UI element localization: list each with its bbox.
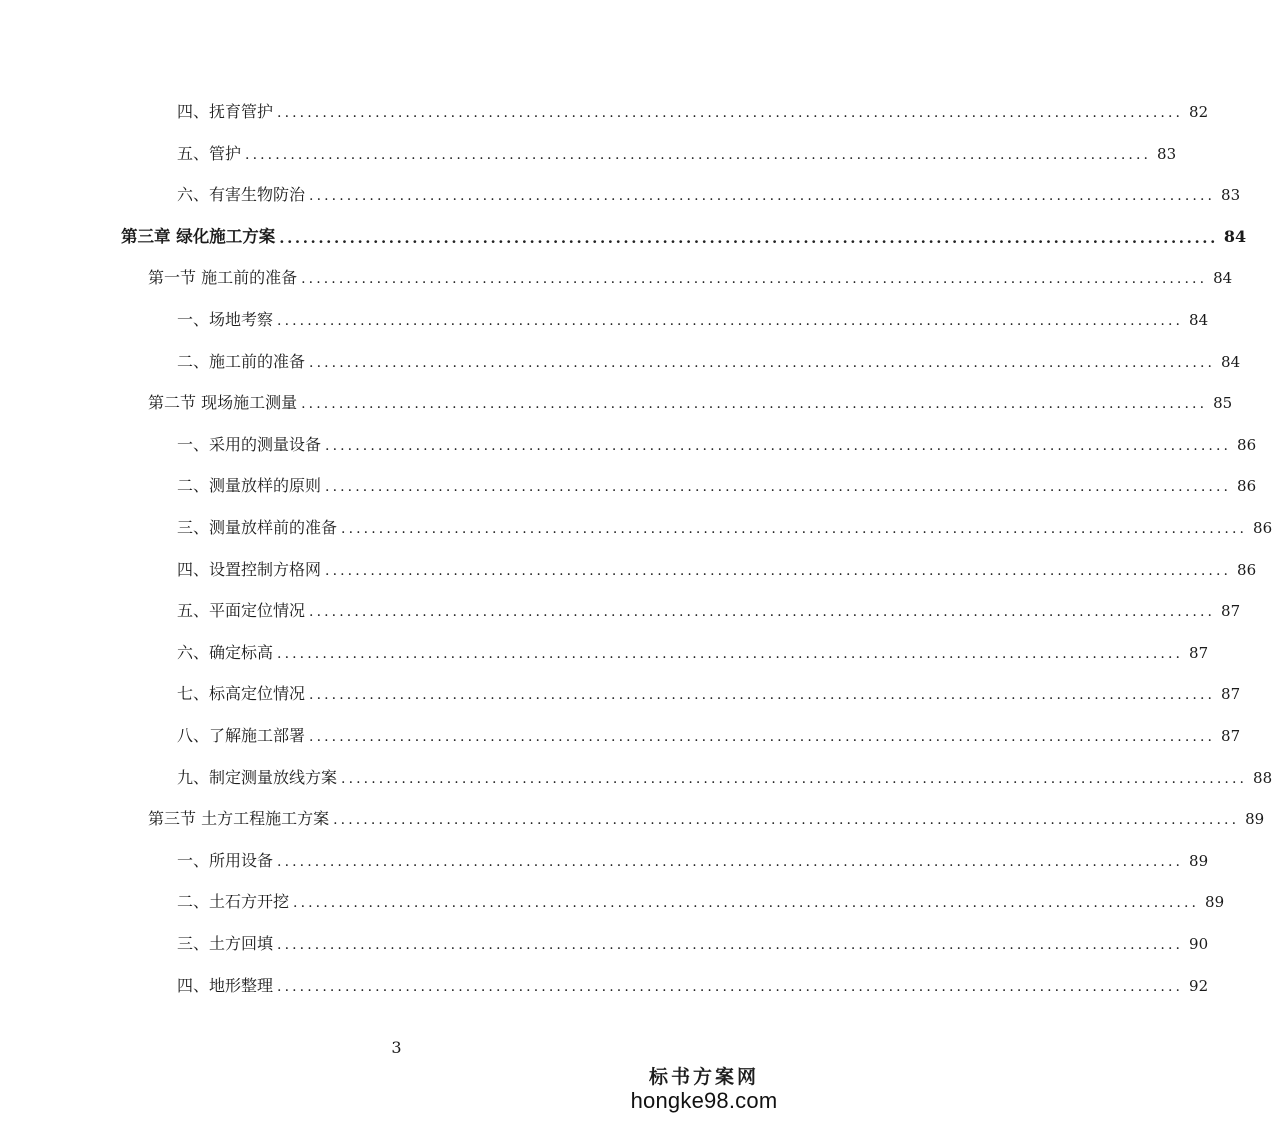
toc-entry-page: 85	[1213, 394, 1233, 413]
toc-entry-page: 86	[1253, 519, 1272, 537]
toc-dot-leader: ........................................................................................................................	[293, 895, 1200, 912]
toc-item-row	[177, 346, 1241, 372]
toc-item-row	[177, 429, 1257, 455]
toc-entry-page: 89	[1189, 851, 1209, 870]
toc-section-row	[148, 803, 1265, 829]
toc-item-row	[177, 179, 1241, 205]
toc-entry-page: 87	[1221, 602, 1241, 621]
toc-entry-page: 92	[1189, 976, 1209, 995]
toc-entry-page: 86	[1237, 477, 1257, 496]
toc-dot-leader: ........................................................................................................................	[301, 271, 1208, 288]
toc-section-row	[148, 262, 1233, 288]
toc-entry-page: 84	[1223, 226, 1247, 246]
toc-entry-page: 88	[1253, 768, 1272, 787]
toc-dot-leader: ........................................................................................................................	[325, 479, 1232, 496]
toc-entry-label: 四、设置控制方格网	[177, 559, 322, 579]
toc-item-row	[177, 96, 1209, 122]
toc-entry-page: 86	[1237, 435, 1257, 454]
toc-dot-leader: ........................................................................................................................	[301, 396, 1208, 413]
toc-entry-label: 第三节 土方工程施工方案	[148, 809, 330, 829]
toc-entry-label: 三、土方回填	[177, 934, 274, 953]
toc-dot-leader: ........................................................................................................................	[309, 354, 1216, 371]
toc-dot-leader: ........................................................................................................................	[309, 729, 1216, 745]
toc-chapter-row	[121, 221, 1247, 247]
toc-entry-label: 第三章 绿化施工方案	[121, 226, 276, 246]
toc-entry-page: 83	[1221, 186, 1241, 205]
toc-item-row	[177, 470, 1257, 496]
toc-dot-leader: ........................................................................................................................	[277, 645, 1184, 662]
toc-entry-label: 七、标高定位情况	[177, 684, 306, 704]
toc-dot-leader: ........................................................................................................................	[309, 604, 1216, 621]
toc-entry-label: 六、确定标高	[177, 642, 274, 662]
toc-item-row	[177, 678, 1241, 704]
toc-dot-leader: ........................................................................................................................	[333, 812, 1240, 829]
toc-dot-leader: ........................................................................................................................	[341, 521, 1248, 537]
toc-entry-label: 一、场地考察	[177, 310, 274, 329]
toc-dot-leader: ........................................................................................................................	[277, 978, 1184, 995]
toc-entry-label: 八、了解施工部署	[177, 726, 306, 745]
toc-section-row	[148, 387, 1233, 413]
watermark-site-name: 标书方案网	[648, 1066, 759, 1088]
toc-entry-label: 五、平面定位情况	[177, 601, 306, 621]
toc-item-row	[177, 720, 1241, 746]
toc-entry-label: 四、地形整理	[177, 975, 274, 995]
toc-item-row	[177, 138, 1177, 164]
toc-item-row	[177, 886, 1225, 912]
toc-dot-leader: ........................................................................................................................	[325, 562, 1232, 579]
toc-dot-leader: ........................................................................................................................	[325, 437, 1232, 454]
toc-dot-leader: ........................................................................................................................	[277, 313, 1184, 329]
toc-entry-label: 四、抚育管护	[177, 102, 274, 121]
toc-entry-label: 三、测量放样前的准备	[177, 518, 338, 537]
toc-item-row	[177, 928, 1209, 954]
toc-entry-page: 87	[1189, 643, 1209, 662]
toc-item-row	[177, 637, 1209, 663]
toc-dot-leader: ........................................................................................................................	[309, 188, 1216, 205]
toc-entry-label: 一、采用的测量设备	[177, 434, 322, 454]
watermark-url: hongke98.com	[630, 1088, 778, 1113]
toc-entry-page: 87	[1221, 685, 1241, 704]
toc-entry-page: 84	[1213, 269, 1233, 288]
toc-entry-page: 84	[1221, 352, 1241, 371]
toc-entry-page: 87	[1221, 727, 1241, 745]
toc-dot-leader: ........................................................................................................................	[277, 853, 1184, 870]
toc-entry-label: 二、施工前的准备	[177, 351, 306, 371]
toc-entry-page: 83	[1157, 144, 1177, 163]
toc-entry-label: 九、制定测量放线方案	[177, 767, 338, 787]
toc-entry-label: 第二节 现场施工测量	[148, 393, 298, 413]
toc-item-row	[177, 595, 1241, 621]
toc-entry-page: 89	[1205, 893, 1225, 912]
toc-entry-page: 86	[1237, 560, 1257, 579]
toc-entry-label: 五、管护	[177, 143, 242, 163]
toc-entry-label: 六、有害生物防治	[177, 185, 306, 205]
toc-entry-page: 90	[1189, 935, 1209, 953]
toc-dot-leader: ........................................................................................................................	[279, 228, 1218, 247]
toc-entry-label: 一、所用设备	[177, 850, 274, 870]
toc-item-row	[177, 304, 1209, 330]
toc-dot-leader: ........................................................................................................................	[277, 937, 1184, 953]
toc-dot-leader: ........................................................................................................................	[341, 770, 1248, 787]
toc-entry-label: 二、测量放样的原则	[177, 476, 322, 496]
watermark	[629, 1066, 779, 1114]
toc-item-row	[177, 845, 1209, 871]
toc-dot-leader: ........................................................................................................................	[245, 146, 1152, 163]
toc-item-row	[177, 554, 1257, 580]
toc-entry-label: 第一节 施工前的准备	[148, 268, 298, 288]
toc-item-row	[177, 512, 1272, 538]
page-number: 3	[391, 1038, 402, 1057]
toc-entry-label: 二、土石方开挖	[177, 892, 290, 912]
toc-entry-page: 84	[1189, 311, 1209, 329]
toc-item-row	[177, 762, 1272, 788]
toc-dot-leader: ........................................................................................................................	[277, 105, 1184, 121]
toc-entry-page: 89	[1245, 810, 1265, 829]
toc-item-row	[177, 970, 1209, 996]
toc-entry-page: 82	[1189, 103, 1209, 121]
toc-dot-leader: ........................................................................................................................	[309, 687, 1216, 704]
